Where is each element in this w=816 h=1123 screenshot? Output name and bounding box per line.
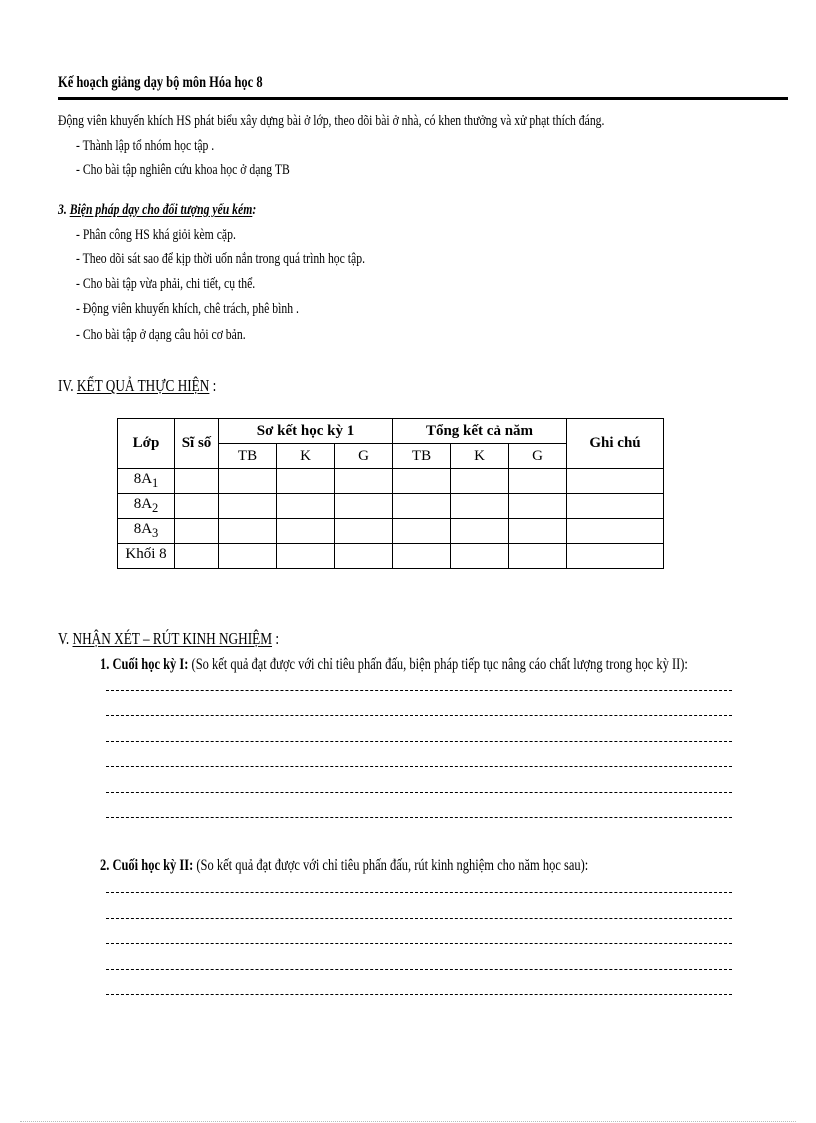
table-cell xyxy=(335,544,393,569)
table-row xyxy=(118,494,664,519)
table-cell xyxy=(567,544,664,569)
table-cell xyxy=(175,494,219,519)
table-cell xyxy=(451,519,509,544)
page-bottom-border xyxy=(20,1121,796,1122)
row-class-cell xyxy=(118,494,175,519)
answer-line[interactable] xyxy=(106,817,732,818)
header-year xyxy=(393,419,567,444)
header-note-text: Ghi chú xyxy=(589,435,641,451)
part-1-heading xyxy=(100,656,816,674)
table-cell xyxy=(277,519,335,544)
answer-line[interactable] xyxy=(106,943,732,944)
part-1-label: 1. Cuối học kỳ I: xyxy=(100,656,189,673)
section-4-heading xyxy=(58,376,261,396)
section-3-bullet-text: - Cho bài tập ở dạng câu hỏi cơ bản. xyxy=(76,327,246,343)
table-cell xyxy=(393,469,451,494)
section-5-heading xyxy=(58,629,341,649)
section-5-numeral: V. xyxy=(58,629,73,648)
answer-line[interactable] xyxy=(106,892,732,893)
results-table xyxy=(117,418,664,569)
part-2-label: 2. Cuối học kỳ II: xyxy=(100,857,194,874)
intro-bullet-text: - Cho bài tập nghiên cứu khoa học ở dạng TB xyxy=(76,162,290,178)
table-cell xyxy=(335,519,393,544)
table-cell xyxy=(451,494,509,519)
table-cell xyxy=(219,544,277,569)
table-cell xyxy=(277,469,335,494)
table-cell xyxy=(277,544,335,569)
section-3-bullet-text: - Cho bài tập vừa phải, chi tiết, cụ thể. xyxy=(76,276,256,292)
row-class-sub: 3 xyxy=(152,526,159,540)
subheader-cell: K xyxy=(277,444,335,469)
section-3-heading xyxy=(58,202,312,219)
table-cell xyxy=(509,519,567,544)
table-header-row xyxy=(118,419,664,444)
section-3-bullet-text: - Phân công HS khá giỏi kèm cặp. xyxy=(76,227,236,243)
header-note xyxy=(567,419,664,469)
section-3-bullet-text: - Theo dõi sát sao để kịp thời uốn nắn trong quá trình học tập. xyxy=(76,251,366,267)
answer-line[interactable] xyxy=(106,741,732,742)
row-class-cell xyxy=(118,544,175,569)
subheader-cell: G xyxy=(335,444,393,469)
table-cell xyxy=(219,494,277,519)
table-cell xyxy=(567,519,664,544)
part-2-heading xyxy=(100,857,726,875)
answer-line[interactable] xyxy=(106,918,732,919)
table-cell xyxy=(509,469,567,494)
header-semester xyxy=(219,419,393,444)
intro-bullet-2 xyxy=(76,162,350,179)
row-class-name: 8A xyxy=(133,471,153,487)
table-cell xyxy=(393,519,451,544)
page-header-title xyxy=(58,74,320,92)
section-4-title: KẾT QUẢ THỰC HIỆN xyxy=(76,376,210,395)
answer-line[interactable] xyxy=(106,690,732,691)
section-4-numeral: IV. xyxy=(58,376,77,395)
section-3-colon: : xyxy=(252,202,257,218)
answer-line[interactable] xyxy=(106,994,732,995)
table-row xyxy=(118,519,664,544)
intro-line xyxy=(58,113,759,130)
row-class-cell xyxy=(118,519,175,544)
table-row xyxy=(118,544,664,569)
table-cell xyxy=(175,519,219,544)
table-cell xyxy=(393,544,451,569)
row-class-cell xyxy=(118,469,175,494)
section-3-bullet-text: - Động viên khuyến khích, chê trách, phê bình . xyxy=(76,301,299,317)
table-cell xyxy=(277,494,335,519)
header-semester-text: Sơ kết học kỳ 1 xyxy=(256,422,355,439)
table-row xyxy=(118,469,664,494)
intro-line-text: Động viên khuyến khích HS phát biểu xây dựng bài ở lớp, theo dõi bài ở nhà, có khen thưởng và xử phạt thích đáng. xyxy=(58,113,605,129)
subheader-cell: G xyxy=(509,444,567,469)
intro-bullet-1 xyxy=(76,138,253,155)
subheader-cell: K xyxy=(451,444,509,469)
table-cell xyxy=(219,469,277,494)
answer-line[interactable] xyxy=(106,766,732,767)
section-3-bullet-5 xyxy=(76,327,293,344)
row-class-sub: 2 xyxy=(152,501,159,515)
table-cell xyxy=(567,494,664,519)
table-cell xyxy=(335,469,393,494)
table-cell xyxy=(175,544,219,569)
table-cell xyxy=(451,469,509,494)
table-cell xyxy=(219,519,277,544)
section-3-prefix: 3. xyxy=(58,202,70,218)
section-3-title: Biện pháp dạy cho đối tượng yếu kém xyxy=(69,202,253,218)
subheader-cell: TB xyxy=(393,444,451,469)
header-class xyxy=(118,419,175,469)
header-year-text: Tổng kết cả năm xyxy=(425,422,534,439)
section-3-bullet-3 xyxy=(76,276,306,293)
table-cell xyxy=(451,544,509,569)
row-class-name: 8A xyxy=(133,496,153,512)
table-cell xyxy=(175,469,219,494)
answer-line[interactable] xyxy=(106,715,732,716)
row-class-sub: 1 xyxy=(152,476,159,490)
section-5-title: NHẬN XÉT – RÚT KINH NGHIỆM xyxy=(72,629,273,648)
intro-bullet-text: - Thành lập tổ nhóm học tập . xyxy=(76,138,215,154)
row-class-name: Khối 8 xyxy=(125,546,167,562)
answer-line[interactable] xyxy=(106,969,732,970)
header-size-text: Sĩ số xyxy=(181,435,212,451)
subheader-cell: TB xyxy=(219,444,277,469)
section-4-colon: : xyxy=(209,376,217,395)
row-class-name: 8A xyxy=(133,521,153,537)
header-size xyxy=(175,419,219,469)
header-rule xyxy=(58,97,788,100)
header-class-text: Lớp xyxy=(132,435,160,451)
answer-line[interactable] xyxy=(106,792,732,793)
part-1-text: (So kết quả đạt được với chỉ tiêu phấn đấu, biện pháp tiếp tục nâng cáo chất lượng trong học kỳ II): xyxy=(188,656,688,673)
table-cell xyxy=(509,544,567,569)
table-cell xyxy=(509,494,567,519)
header-title-text: Kế hoạch giảng dạy bộ môn Hóa học 8 xyxy=(58,74,263,91)
section-3-bullet-2 xyxy=(76,251,447,268)
part-2-text: (So kết quả đạt được với chỉ tiêu phấn đấu, rút kinh nghiệm cho năm học sau): xyxy=(193,857,589,874)
section-3-bullet-4 xyxy=(76,301,362,318)
table-cell xyxy=(335,494,393,519)
table-cell xyxy=(393,494,451,519)
table-cell xyxy=(567,469,664,494)
section-3-bullet-1 xyxy=(76,227,281,244)
section-5-colon: : xyxy=(272,629,280,648)
